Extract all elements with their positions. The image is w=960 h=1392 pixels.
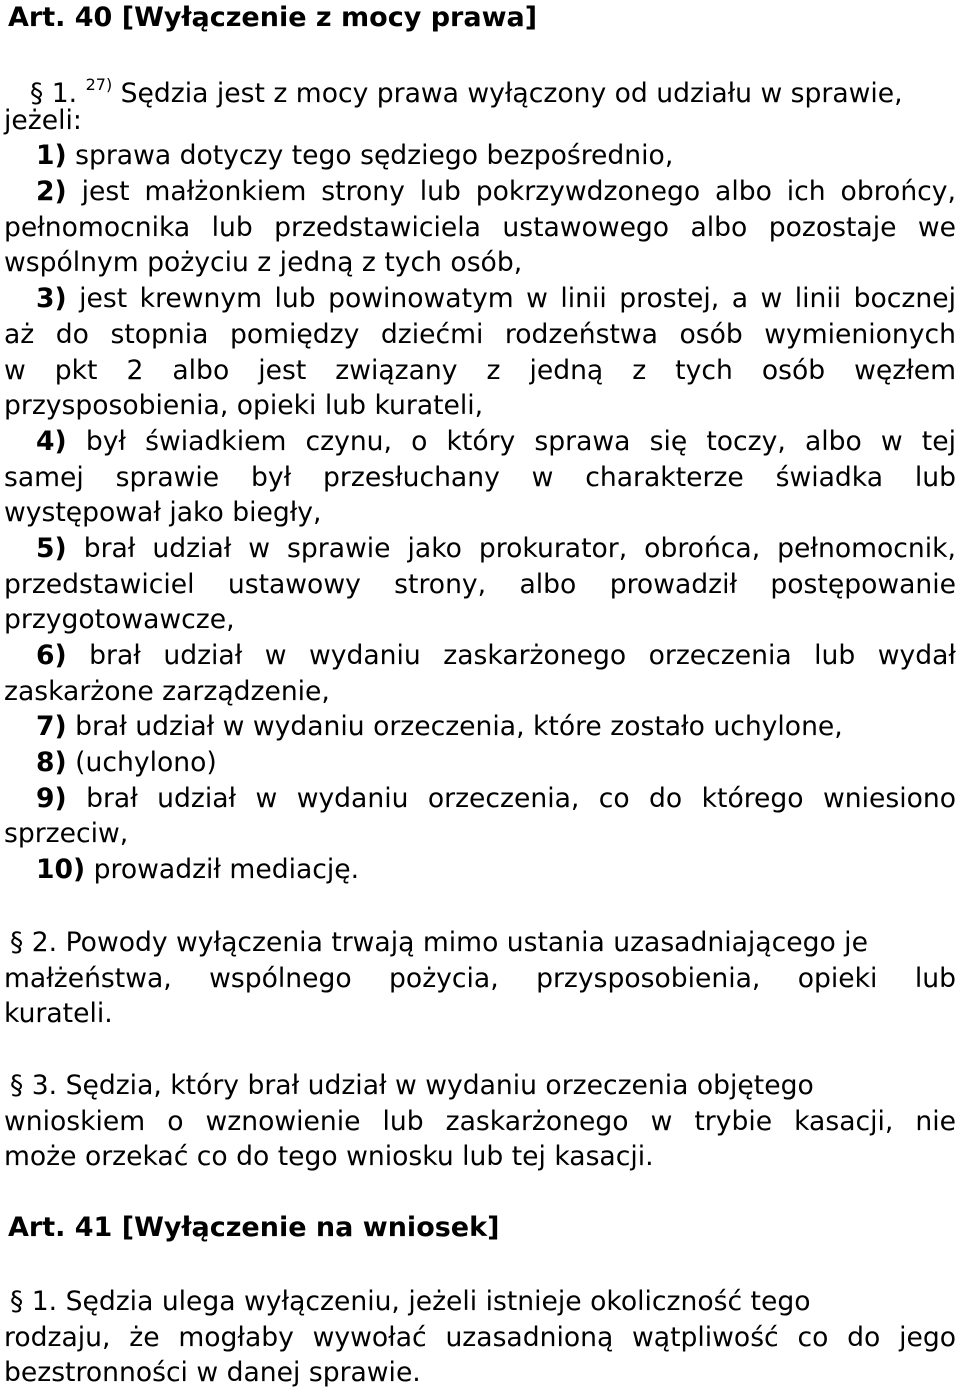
art40-paragraph-1 [4, 67, 956, 888]
item-text: brał udział w wydaniu orzeczenia, co do którego wniesiono [86, 782, 956, 814]
list-item-line [4, 745, 956, 781]
article-40-heading: Art. 40 [Wyłączenie z mocy prawa] [8, 2, 538, 33]
paragraph-mark: § 1. [10, 1286, 58, 1317]
list-item-line [4, 281, 956, 317]
list-item [4, 745, 956, 781]
art40-p2-line [4, 961, 956, 997]
art41-p1-text: Sędzia ulega wyłączeniu, jeżeli istnieje okoliczność tego [65, 1286, 811, 1317]
item-number: 6) [36, 640, 67, 671]
art40-p1-intro: Sędzia jest z mocy prawa wyłączony od udziału w sprawie, [120, 78, 903, 109]
list-item-line [4, 674, 956, 710]
item-text: był świadkiem czynu, o który sprawa się toczy, albo w tej [85, 425, 956, 457]
paragraph-mark: § 2. [10, 927, 58, 958]
list-item [4, 424, 956, 531]
item-text: w pkt 2 albo jest związany z jedną z tych osób węzłem [4, 354, 956, 386]
list-item [4, 638, 956, 709]
item-text: wspólnym pożyciu z jedną z tych osób, [4, 247, 523, 279]
item-number: 2) [36, 176, 67, 208]
item-number: 8) [36, 747, 67, 779]
item-text: pełnomocnika lub przedstawiciela ustawowego albo pozostaje we [4, 211, 956, 243]
list-item [4, 531, 956, 638]
item-text: prowadził mediację. [93, 854, 360, 886]
list-item-line [4, 317, 956, 353]
art40-p2-text: małżeństwa, wspólnego pożycia, przysposobienia, opieki lub [4, 962, 956, 994]
item-number: 1) [36, 140, 67, 172]
item-text: samej sprawie był przesłuchany w charakterze świadka lub [4, 461, 956, 493]
art41-paragraph-1 [4, 1284, 956, 1391]
art40-p2-line [4, 996, 956, 1032]
art40-p1-item-list [4, 138, 956, 887]
item-text: przygotowawcze, [4, 604, 235, 636]
item-number: 10) [36, 854, 86, 886]
item-text: brał udział w wydaniu orzeczenia, które zostało uchylone, [75, 711, 843, 743]
list-item-line [4, 388, 956, 424]
item-text: sprzeciw, [4, 818, 129, 850]
art41-p1-text [4, 1284, 956, 1391]
list-item-line [4, 460, 956, 496]
art40-p2-text: Powody wyłączenia trwają mimo ustania uzasadniającego je [65, 927, 868, 958]
list-item-line [4, 353, 956, 389]
item-text: (uchylono) [75, 747, 217, 779]
list-item-line [4, 174, 956, 210]
list-item-line [4, 852, 956, 888]
art41-p1-line [4, 1320, 956, 1356]
art40-p2-text: kurateli. [4, 998, 113, 1030]
art40-p3-line [4, 1104, 956, 1140]
item-number: 9) [36, 782, 67, 814]
list-item-line [4, 424, 956, 460]
item-text: jest krewnym lub powinowatym w linii prostej, a w linii bocznej [79, 283, 956, 315]
art41-p1-line [4, 1284, 956, 1320]
item-text: sprawa dotyczy tego sędziego bezpośrednio, [75, 140, 674, 172]
art40-p3-text [4, 1068, 956, 1175]
item-number: 3) [36, 283, 67, 315]
art40-p1-intro-cont: jeżeli: [4, 104, 82, 136]
item-text: brał udział w sprawie jako prokurator, obrońca, pełnomocnik, [83, 532, 956, 564]
item-number: 5) [36, 532, 67, 564]
item-number: 7) [36, 711, 67, 743]
paragraph-mark: § 3. [10, 1070, 58, 1101]
art40-p1-intro-line [4, 67, 956, 109]
footnote-ref: 27) [85, 75, 113, 94]
item-text: przedstawiciel ustawowy strony, albo prowadził postępowanie [4, 568, 956, 600]
paragraph-mark: § 1. [30, 78, 78, 109]
list-item [4, 781, 956, 852]
art41-p1-text: bezstronności w danej sprawie. [4, 1357, 421, 1389]
list-item-line [4, 638, 956, 674]
art40-paragraph-2 [4, 925, 956, 1032]
art40-p2-text [4, 925, 956, 1032]
art40-p3-text: wnioskiem o wznowienie lub zaskarżonego w trybie kasacji, nie [4, 1105, 956, 1137]
list-item-line [4, 816, 956, 852]
list-item-line [4, 495, 956, 531]
art40-paragraph-3 [4, 1068, 956, 1175]
list-item-line [4, 210, 956, 246]
list-item [4, 174, 956, 281]
item-number: 4) [36, 425, 67, 457]
art40-p3-line [4, 1068, 956, 1104]
list-item [4, 852, 956, 888]
art40-p3-text: może orzekać co do tego wniosku lub tej kasacji. [4, 1141, 654, 1173]
art41-p1-line [4, 1355, 956, 1391]
list-item-line [4, 531, 956, 567]
list-item [4, 281, 956, 424]
item-text: jest małżonkiem strony lub pokrzywdzonego albo ich obrońcy, [81, 176, 956, 208]
art41-p1-text: rodzaju, że mogłaby wywołać uzasadnioną wątpliwość co do jego [4, 1321, 956, 1353]
art40-p3-text: Sędzia, który brał udział w wydaniu orzeczenia objętego [65, 1070, 814, 1101]
item-text: aż do stopnia pomiędzy dziećmi rodzeństwa osób wymienionych [4, 318, 956, 350]
list-item-line [4, 709, 956, 745]
art40-p2-line [4, 925, 956, 961]
item-text: brał udział w wydaniu zaskarżonego orzeczenia lub wydał [89, 640, 956, 671]
list-item-line [4, 567, 956, 603]
list-item-line [4, 781, 956, 817]
list-item-line [4, 138, 956, 174]
list-item-line [4, 602, 956, 638]
item-text: występował jako biegły, [4, 497, 322, 529]
item-text: przysposobienia, opieki lub kurateli, [4, 390, 484, 422]
list-item [4, 138, 956, 174]
article-41-heading: Art. 41 [Wyłączenie na wniosek] [8, 1212, 500, 1243]
list-item [4, 709, 956, 745]
item-text: zaskarżone zarządzenie, [4, 675, 330, 707]
list-item-line [4, 245, 956, 281]
art40-p3-line [4, 1139, 956, 1175]
